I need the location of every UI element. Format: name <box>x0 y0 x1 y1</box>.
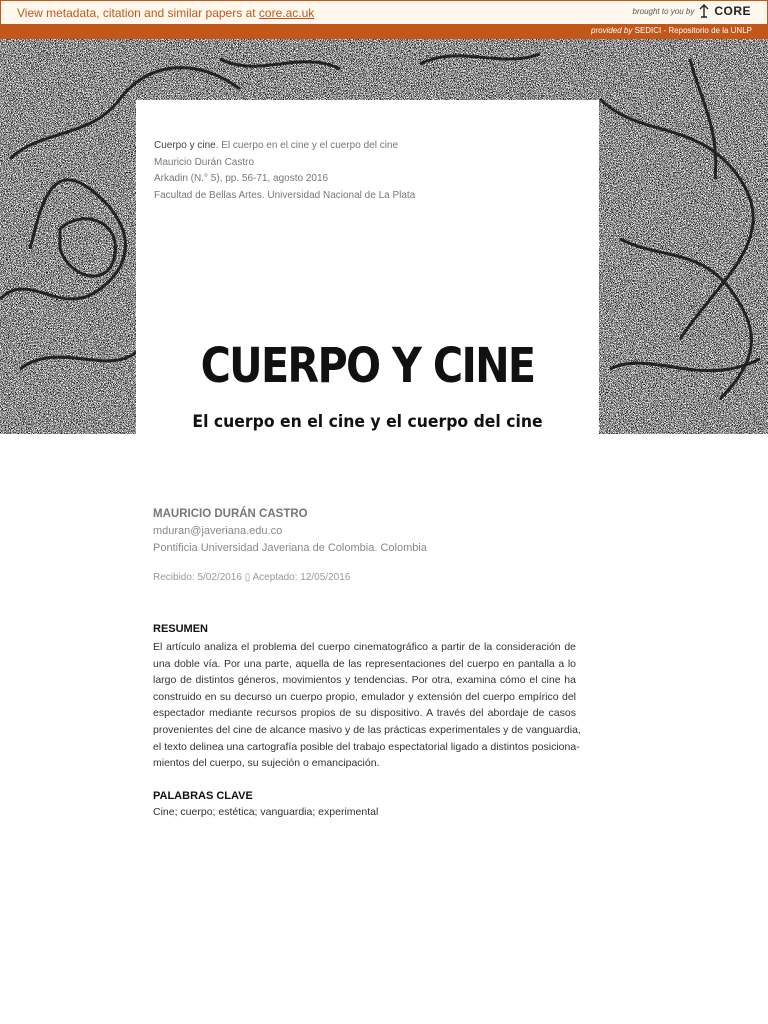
abstract-line: provenientes del cine de alcance masivo y de las prácticas experimentales y de vanguardia, <box>153 723 581 736</box>
brought-by-text: brought to you by <box>632 6 695 16</box>
article-subtitle: El cuerpo en el cine y el cuerpo del cine <box>192 412 543 432</box>
core-view-metadata <box>17 6 314 20</box>
title-card <box>136 100 599 434</box>
abstract-line: largo de distintos géneros, movimientos y tendencias. Por otra, examina cómo el cine ha <box>153 674 576 687</box>
author-affiliation: Pontificia Universidad Javeriana de Colombia. Colombia <box>153 542 427 554</box>
core-link[interactable]: core.ac.uk <box>258 6 315 20</box>
abstract-line: el texto delinea una cartografía posible del trabajo espectatorial ligado a distintos posiciona- <box>153 740 580 753</box>
keywords-heading: PALABRAS CLAVE <box>153 790 253 802</box>
abstract-line: construido en su decurso un cuerpo propio, emulador y extensión del cuerpo empírico del <box>153 690 576 703</box>
meta-faculty: Facultad de Bellas Artes. Universidad Nacional de La Plata <box>154 189 416 201</box>
received-accepted-dates: Recibido: 5/02/2016 ▯ Aceptado: 12/05/2016 <box>153 572 351 583</box>
provided-by-bar <box>0 24 768 39</box>
abstract-line: espectador mediante recursos propios de su dispositivo. A través del abordaje de casos <box>153 707 576 720</box>
core-view-text: View metadata, citation and similar papers at <box>17 6 256 20</box>
abstract-line: mientos del cuerpo, su sujeción o emancipación. <box>153 757 380 770</box>
article-title: CUERPO Y CINE <box>200 338 535 394</box>
core-brought-by[interactable] <box>633 4 752 18</box>
author-email: mduran@javeriana.edu.co <box>153 525 283 537</box>
keywords-text: Cine; cuerpo; estética; vanguardia; experimental <box>153 806 379 818</box>
abstract-line: El artículo analiza el problema del cuerpo cinematográfico a partir de la consideración de <box>153 641 576 653</box>
meta-title-rest: . El cuerpo en el cine y el cuerpo del cine <box>215 140 399 151</box>
author-name: MAURICIO DURÁN CASTRO <box>153 508 308 520</box>
provided-label: provided by <box>591 26 633 35</box>
core-logo-icon <box>698 4 710 18</box>
meta-title: Cuerpo y cine <box>154 140 216 151</box>
provided-source[interactable]: SEDICI - Repositorio de la UNLP <box>634 26 752 35</box>
abstract-text <box>153 639 581 772</box>
meta-author: Mauricio Durán Castro <box>154 156 255 168</box>
citation-meta <box>154 138 415 204</box>
core-banner <box>0 0 768 24</box>
author-block <box>153 506 427 557</box>
abstract-line: una doble vía. Por una parte, aquella de las representaciones del cuerpo en pantalla a lo <box>153 657 576 670</box>
meta-journal: Arkadin (N.° 5), pp. 56-71, agosto 2016 <box>154 173 329 184</box>
abstract-heading: RESUMEN <box>153 623 209 635</box>
core-logo-text: CORE <box>714 4 751 18</box>
